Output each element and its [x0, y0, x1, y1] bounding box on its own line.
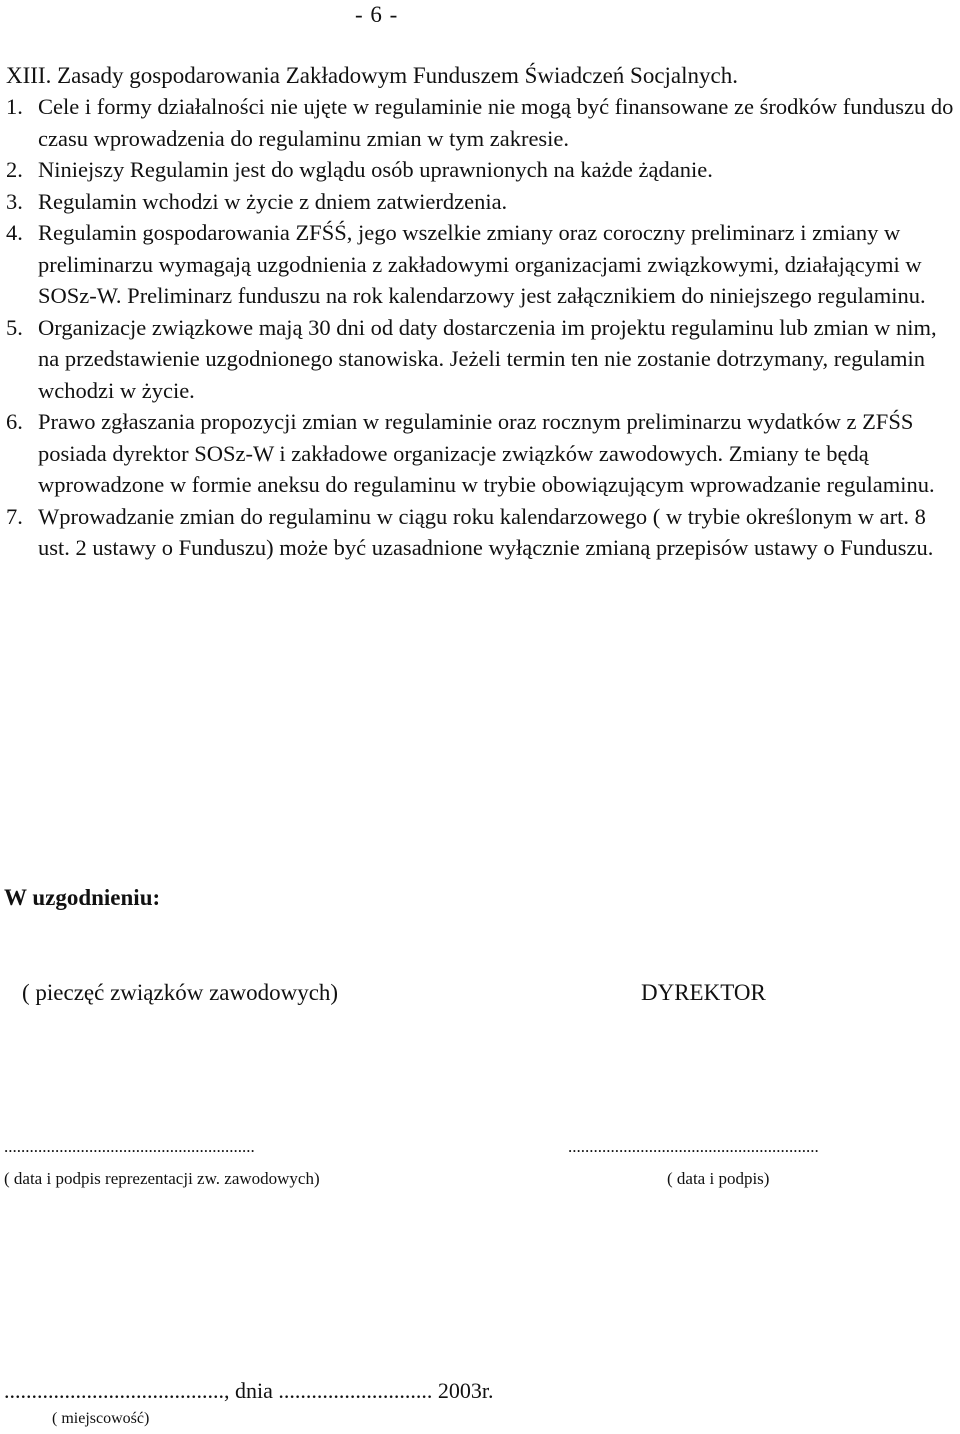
item-number: 7.: [6, 503, 23, 529]
place-label: ( miejscowość): [52, 1410, 150, 1427]
item-number: 5.: [6, 314, 23, 340]
regulation-item-2: [6, 154, 958, 186]
director-signature-label: ( data i podpis): [667, 1169, 770, 1188]
item-text: Niniejszy Regulamin jest do wglądu osób uprawnionych na każde żądanie.: [38, 157, 713, 182]
regulation-item-7: [6, 501, 958, 564]
item-number: 6.: [6, 409, 23, 434]
item-number: 3.: [6, 188, 23, 214]
union-stamp-label: ( pieczęć związków zawodowych): [22, 980, 339, 1005]
item-text: Organizacje związkowe mają 30 dni od daty dostarczenia im projektu regulaminu lub zmian w nim, na przedstawienie uzgodnionego stanowiska. Jeżeli termin ten nie zostanie dotrzymany, regulamin wchodzi w życie.: [38, 314, 937, 403]
section-title: XIII. Zasady gospodarowania Zakładowym Funduszem Świadczeń Socjalnych.: [6, 63, 738, 88]
regulation-items: [6, 91, 958, 564]
regulation-item-3: [6, 186, 958, 218]
regulation-item-6: [6, 406, 958, 501]
item-number: 4.: [6, 220, 23, 245]
page-number: - 6 -: [355, 2, 399, 27]
item-text: Wprowadzanie zmian do regulaminu w ciągu roku kalendarzowego ( w trybie określonym w art. 8 ust. 2 ustawy o Funduszu) może być uzasadnione wyłącznie zmianą przepisów ustawy o Funduszu.: [38, 503, 934, 560]
agreement-title: W uzgodnieniu:: [4, 885, 161, 910]
item-number: 2.: [6, 157, 23, 182]
item-text: Cele i formy działalności nie ujęte w regulaminie nie mogą być finansowane ze środków funduszu do czasu wprowadzenia do regulaminu zmian w tym zakresie.: [38, 94, 954, 151]
regulation-item-1: [6, 91, 958, 154]
director-label: DYREKTOR: [641, 980, 766, 1005]
item-text: Prawo zgłaszania propozycji zmian w regulaminie oraz rocznym preliminarzu wydatków z ZFŚS posiada dyrektor SOSz-W i zakładowe organizacje związków zawodowych. Zmiany te będą wprowadzone w formie aneksu do regulaminu w trybie obowiązującym wprowadzanie regulaminu.: [38, 409, 935, 497]
director-signature-line: ...........................................................: [568, 1137, 819, 1156]
item-text: Regulamin gospodarowania ZFŚŚ, jego wszelkie zmiany oraz coroczny preliminarz i zmiany w preliminarzu wymagają uzgodnienia z zakładowymi organizacjami związkowymi, działającymi w SOSz-W. Preliminarz funduszu na rok kalendarzowy jest załącznikiem do niniejszego regulaminu.: [38, 220, 926, 308]
place-date-line: ........................................, dnia ............................ 2003r.: [4, 1378, 494, 1403]
union-signature-label: ( data i podpis reprezentacji zw. zawodowych): [4, 1169, 320, 1188]
regulation-item-5: [6, 312, 958, 407]
union-signature-line: ...........................................................: [4, 1137, 255, 1156]
item-text: Regulamin wchodzi w życie z dniem zatwierdzenia.: [38, 188, 508, 214]
regulation-item-4: [6, 217, 958, 312]
item-number: 1.: [6, 94, 23, 119]
